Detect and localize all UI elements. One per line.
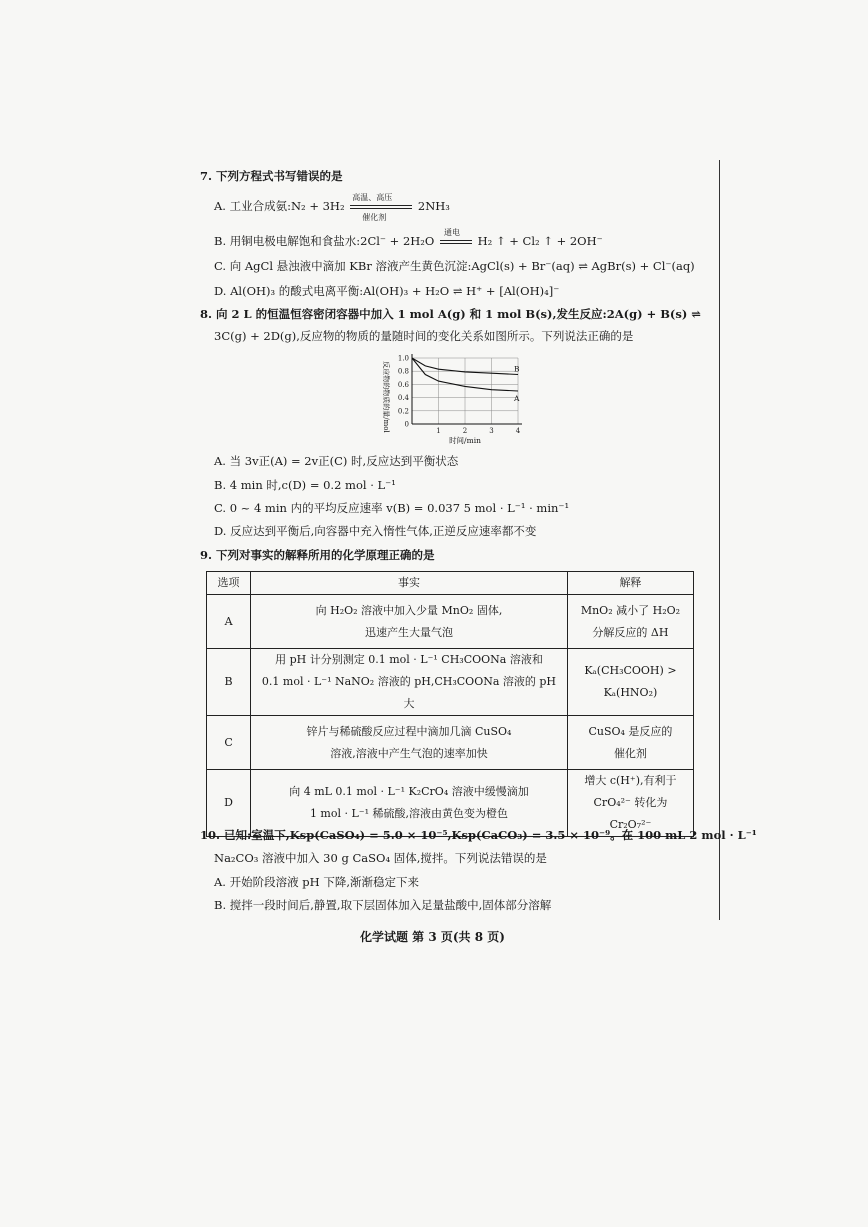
y-tick-label: 0.2 <box>397 407 409 416</box>
y-tick-label: 0 <box>404 420 409 429</box>
fact-line: 锌片与稀硫酸反应过程中滴加几滴 CuSO₄ <box>306 724 512 738</box>
margin-rule <box>719 160 720 920</box>
explanation-line: Kₐ(HNO₂) <box>603 686 658 699</box>
x-axis-label: 时间/min <box>449 436 481 445</box>
page-footer: 化学试题 第 3 页(共 8 页) <box>360 930 505 944</box>
q10-stem-line2: Na₂CO₃ 溶液中加入 30 g CaSO₄ 固体,搅拌。下列说法错误的是 <box>214 851 547 865</box>
x-tick-label: 4 <box>515 427 521 435</box>
fact-line: 1 mol · L⁻¹ 稀硫酸,溶液由黄色变为橙色 <box>309 807 509 820</box>
q7-b-condition-top: 通电 <box>444 228 460 237</box>
q8-stem-line2: 3C(g) + 2D(g),反应物的物质的量随时间的变化关系如图所示。下列说法正确的是 <box>214 329 634 343</box>
row-fact <box>251 716 568 770</box>
explanation-line: CuSO₄ 是反应的 <box>588 724 673 738</box>
q7-option-a <box>214 193 450 222</box>
fact-line: 迅速产生大量气泡 <box>364 625 453 639</box>
q10-option-b: B. 搅拌一段时间后,静置,取下层固体加入足量盐酸中,固体部分溶解 <box>214 898 552 912</box>
q7-a-left: A. 工业合成氨:N₂ + 3H₂ <box>214 199 345 213</box>
explanation-line: 分解反应的 ΔH <box>592 625 669 639</box>
table-row <box>207 716 694 770</box>
fact-line: 用 pH 计分别测定 0.1 mol · L⁻¹ CH₃COONa 溶液和 <box>275 653 543 666</box>
q7-stem: 7. 下列方程式书写错误的是 <box>200 169 343 183</box>
series-label-B: B <box>514 364 520 374</box>
table-header-row <box>207 572 694 595</box>
q7-a-condition-bottom: 催化剂 <box>362 213 387 222</box>
fact-line: 向 H₂O₂ 溶液中加入少量 MnO₂ 固体, <box>315 603 503 617</box>
row-option: A <box>207 595 251 649</box>
q10-stem-line1: 10. 已知:室温下,Ksp(CaSO₄) = 5.0 × 10⁻⁵,Ksp(CaCO₃) = 3.5 × 10⁻⁹。在 100 mL 2 mol · L⁻¹ <box>200 828 757 842</box>
explanation-line: 增大 c(H⁺),有利于 <box>584 774 677 787</box>
q7-option-d: D. Al(OH)₃ 的酸式电离平衡:Al(OH)₃ + H₂O ⇌ H⁺ + [Al(OH)₄]⁻ <box>214 284 560 298</box>
x-tick-label: 1 <box>436 427 441 435</box>
reaction-arrow <box>348 193 414 222</box>
row-option: C <box>207 716 251 770</box>
header-option: 选项 <box>207 572 251 595</box>
q8-option-b: B. 4 min 时,c(D) = 0.2 mol · L⁻¹ <box>214 478 396 492</box>
row-option: D <box>207 770 251 837</box>
q7-option-b <box>214 228 603 250</box>
row-explanation <box>567 595 693 649</box>
row-fact <box>251 649 568 716</box>
explanation-line: MnO₂ 减小了 H₂O₂ <box>580 603 681 617</box>
q8-option-d: D. 反应达到平衡后,向容器中充入惰性气体,正逆反应速率都不变 <box>214 524 537 538</box>
electrolysis-arrow <box>438 228 474 250</box>
y-tick-label: 1.0 <box>397 354 409 363</box>
row-option: B <box>207 649 251 716</box>
row-explanation <box>567 716 693 770</box>
q7-a-condition-top: 高温、高压 <box>352 193 393 202</box>
x-tick-label: 3 <box>489 427 494 435</box>
y-tick-label: 0.4 <box>397 394 409 403</box>
q9-stem: 9. 下列对事实的解释所用的化学原理正确的是 <box>200 548 435 562</box>
fact-line: 溶液,溶液中产生气泡的速率加快 <box>330 746 488 760</box>
header-explanation: 解释 <box>567 572 693 595</box>
explanation-line: 催化剂 <box>613 746 647 760</box>
q7-option-c: C. 向 AgCl 悬浊液中滴加 KBr 溶液产生黄色沉淀:AgCl(s) + Br⁻(aq) ⇌ AgBr(s) + Cl⁻(aq) <box>214 259 695 273</box>
q8-option-c: C. 0 ~ 4 min 内的平均反应速率 v(B) = 0.037 5 mol · L⁻¹ · min⁻¹ <box>214 501 570 515</box>
q8-stem-line1: 8. 向 2 L 的恒温恒容密闭容器中加入 1 mol A(g) 和 1 mol B(s),发生反应:2A(g) + B(s) ⇌ <box>200 307 701 321</box>
y-axis-label: 反应物的物质的量/mol <box>382 361 390 433</box>
explanation-line: CrO₄²⁻ 转化为 Cr₂O₇²⁻ <box>593 796 668 831</box>
y-tick-label: 0.8 <box>397 367 409 376</box>
facts-table <box>206 571 694 837</box>
q8-option-a: A. 当 3v正(A) = 2v正(C) 时,反应达到平衡状态 <box>214 454 459 468</box>
fact-line: 0.1 mol · L⁻¹ NaNO₂ 溶液的 pH,CH₃COONa 溶液的 pH 大 <box>261 675 557 710</box>
q7-b-right: H₂ ↑ + Cl₂ ↑ + 2OH⁻ <box>477 234 603 248</box>
x-tick-label: 2 <box>462 427 468 435</box>
table-row <box>207 595 694 649</box>
amount-vs-time-chart <box>376 350 534 450</box>
q7-b-left: B. 用铜电极电解饱和食盐水:2Cl⁻ + 2H₂O <box>214 234 435 248</box>
row-explanation <box>567 649 693 716</box>
series-label-A: A <box>514 394 520 403</box>
table-row <box>207 649 694 716</box>
q7-a-right: 2NH₃ <box>417 199 450 213</box>
q10-option-a: A. 开始阶段溶液 pH 下降,渐渐稳定下来 <box>214 875 419 889</box>
explanation-line: Kₐ(CH₃COOH) > <box>584 664 677 677</box>
y-tick-label: 0.6 <box>397 380 409 389</box>
row-fact <box>251 595 568 649</box>
fact-line: 向 4 mL 0.1 mol · L⁻¹ K₂CrO₄ 溶液中缓慢滴加 <box>289 785 529 798</box>
header-fact: 事实 <box>251 572 568 595</box>
